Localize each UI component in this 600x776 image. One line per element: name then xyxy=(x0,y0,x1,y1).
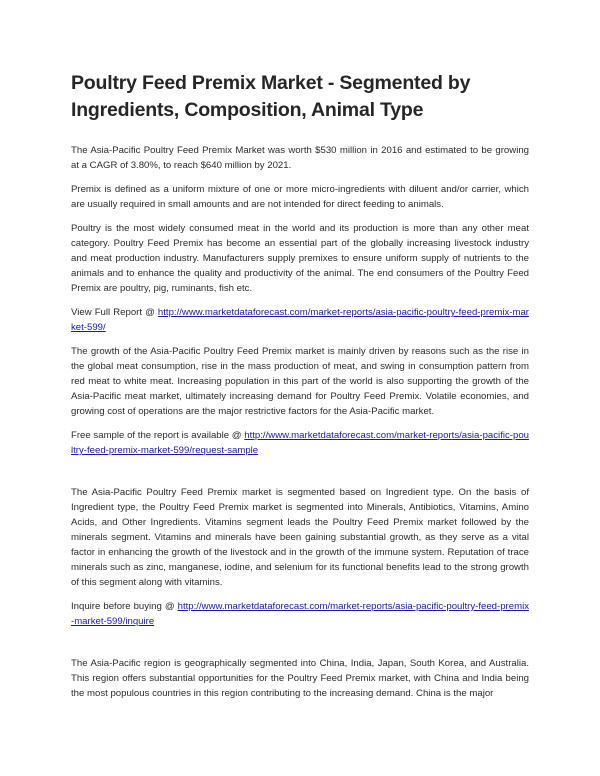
free-sample-line xyxy=(71,428,529,458)
view-full-report-line xyxy=(71,305,529,335)
free-sample-label: Free sample of the report is available @ xyxy=(71,430,245,441)
view-full-report-link[interactable]: http://www.marketdataforecast.com/market-reports/asia-pacific-poultry-feed-premix-market-599/ xyxy=(71,307,529,333)
inquire-line xyxy=(71,599,529,629)
view-full-report-label: View Full Report @ xyxy=(71,307,158,318)
market-size-paragraph: The Asia-Pacific Poultry Feed Premix Market was worth $530 million in 2016 and estimated to be growing at a CAGR of 3.80%, to reach $640 million by 2021. xyxy=(71,145,529,171)
document-title: Poultry Feed Premix Market - Segmented by Ingredients, Composition, Animal Type xyxy=(71,72,471,121)
poultry-consumption-paragraph: Poultry is the most widely consumed meat in the world and its production is more than any other meat category. Poultry Feed Premix has become an essential part of the globally increasing livestock industry and meat production industry. Manufacturers supply premixes to ensure uniform supply of nutrients to the animals and to enhance the quality and productivity of the animal. The end consumers of the Poultry Feed Premix are poultry, pig, ruminants, fish etc. xyxy=(71,223,529,294)
regional-segmentation-paragraph: The Asia-Pacific region is geographically segmented into China, India, Japan, South Korea, and Australia. This region offers substantial opportunities for the Poultry Feed Premix market, with China and India being the most populous countries in this region contributing to the increasing demand. China is the major xyxy=(71,658,529,699)
document-page xyxy=(71,70,529,710)
free-sample-link[interactable]: http://www.marketdataforecast.com/market-reports/asia-pacific-poultry-feed-premix-market-599/request-sample xyxy=(71,430,529,456)
inquire-link[interactable]: http://www.marketdataforecast.com/market-reports/asia-pacific-poultry-feed-premix-market-599/inquire xyxy=(71,601,529,627)
ingredient-segmentation-paragraph: The Asia-Pacific Poultry Feed Premix market is segmented based on Ingredient type. On the basis of Ingredient type, the Poultry Feed Premix market is segmented into Minerals, Antibiotics, Vitamins, Amino Acids, and Other Ingredients. Vitamins segment leads the Poultry Feed Premix market followed by the minerals segment. Vitamins and minerals have been gaining substantial growth, as they serve as a vital factor in enhancing the growth of the livestock and in the growth of the immune system. Reputation of trace minerals such as zinc, manganese, iodine, and selenium for its functional benefits lead to the strong growth of this segment along with vitamins. xyxy=(71,487,529,588)
inquire-label: Inquire before buying @ xyxy=(71,601,178,612)
premix-definition-paragraph: Premix is defined as a uniform mixture of one or more micro-ingredients with diluent and/or carrier, which are usually required in small amounts and are not intended for direct feeding to animals. xyxy=(71,184,529,210)
growth-drivers-paragraph: The growth of the Asia-Pacific Poultry Feed Premix market is mainly driven by reasons such as the rise in the global meat consumption, rise in the mass production of meat, and swing in consumption pattern from red meat to white meat. Increasing population in this part of the world is also supporting the growth of the Asia-Pacific meat market, ultimately increasing demand for Poultry Feed Premix. Volatile economies, and growing cost of operations are the major restrictive factors for the Asia-Pacific market. xyxy=(71,346,529,417)
